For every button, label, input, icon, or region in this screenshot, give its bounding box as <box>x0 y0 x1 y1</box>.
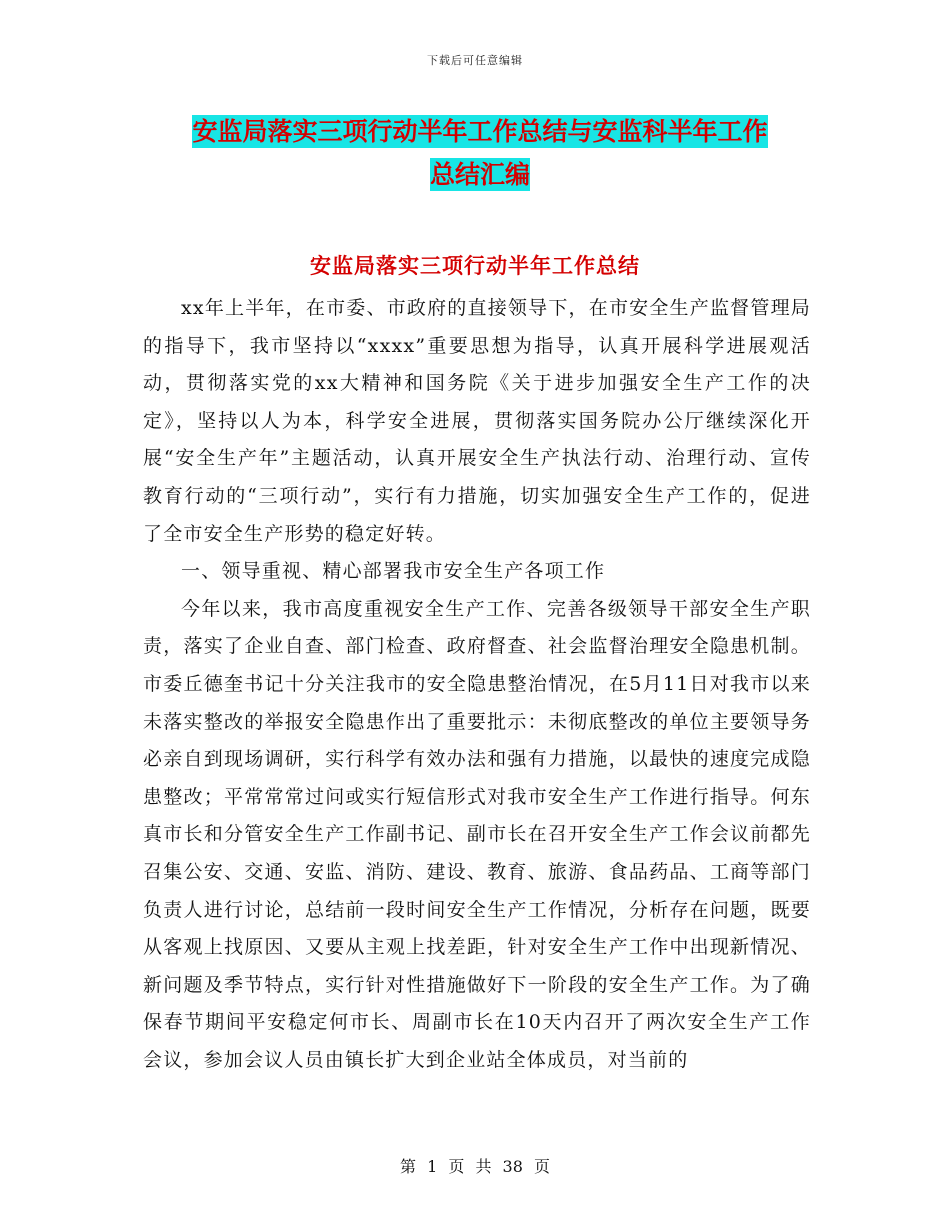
section-title: 安监局落实三项行动半年工作总结 <box>310 254 640 278</box>
header-note: 下载后可任意编辑 <box>427 54 523 67</box>
page-number-footer: 第 1 页 共 38 页 <box>400 1157 550 1176</box>
paragraph-heading-1: 一、领导重视、精心部署我市安全生产各项工作 <box>181 560 606 583</box>
paragraph-intro: xx年上半年，在市委、市政府的直接领导下，在市安全生产监督管理局的指导下，我市坚持以“xxxx”重要思想为指导，认真开展科学进展观活动，贯彻落实党的xx大精神和国务院《关于进步加强安全生产工作的决定》，坚持以人为本，科学安全进展，贯彻落实国务院办公厅继续深化开展“安全生产年”主题活动，认真开展安全生产执法行动、治理行动、宣传教育行动的“三项行动”，实行有力措施，切实加强安全生产工作的，促进了全市安全生产形势的稳定好转。 <box>143 297 811 545</box>
body-text <box>143 290 811 1079</box>
paragraph-body-1: 今年以来，我市高度重视安全生产工作、完善各级领导干部安全生产职责，落实了企业自查、部门检查、政府督查、社会监督治理安全隐患机制。市委丘德奎书记十分关注我市的安全隐患整治情况，在5月11日对我市以来未落实整改的举报安全隐患作出了重要批示：未彻底整改的单位主要领导务必亲自到现场调研，实行科学有效办法和强有力措施，以最快的速度完成隐患整改；平常常常过问或实行短信形式对我市安全生产工作进行指导。何东真市长和分管安全生产工作副书记、副市长在召开安全生产工作会议前都先召集公安、交通、安监、消防、建设、教育、旅游、食品药品、工商等部门负责人进行讨论，总结前一段时间安全生产工作情况，分析存在问题，既要从客观上找原因、又要从主观上找差距，针对安全生产工作中出现新情况、新问题及季节特点，实行针对性措施做好下一阶段的安全生产工作。为了确保春节期间平安稳定何市长、周副市长在10天内召开了两次安全生产工作会议，参加会议人员由镇长扩大到企业站全体成员，对当前的 <box>143 597 811 1071</box>
main-title-line1: 安监局落实三项行动半年工作总结与安监科半年工作 <box>192 117 768 146</box>
main-title-line2: 总结汇编 <box>429 160 530 189</box>
main-title <box>140 110 820 196</box>
